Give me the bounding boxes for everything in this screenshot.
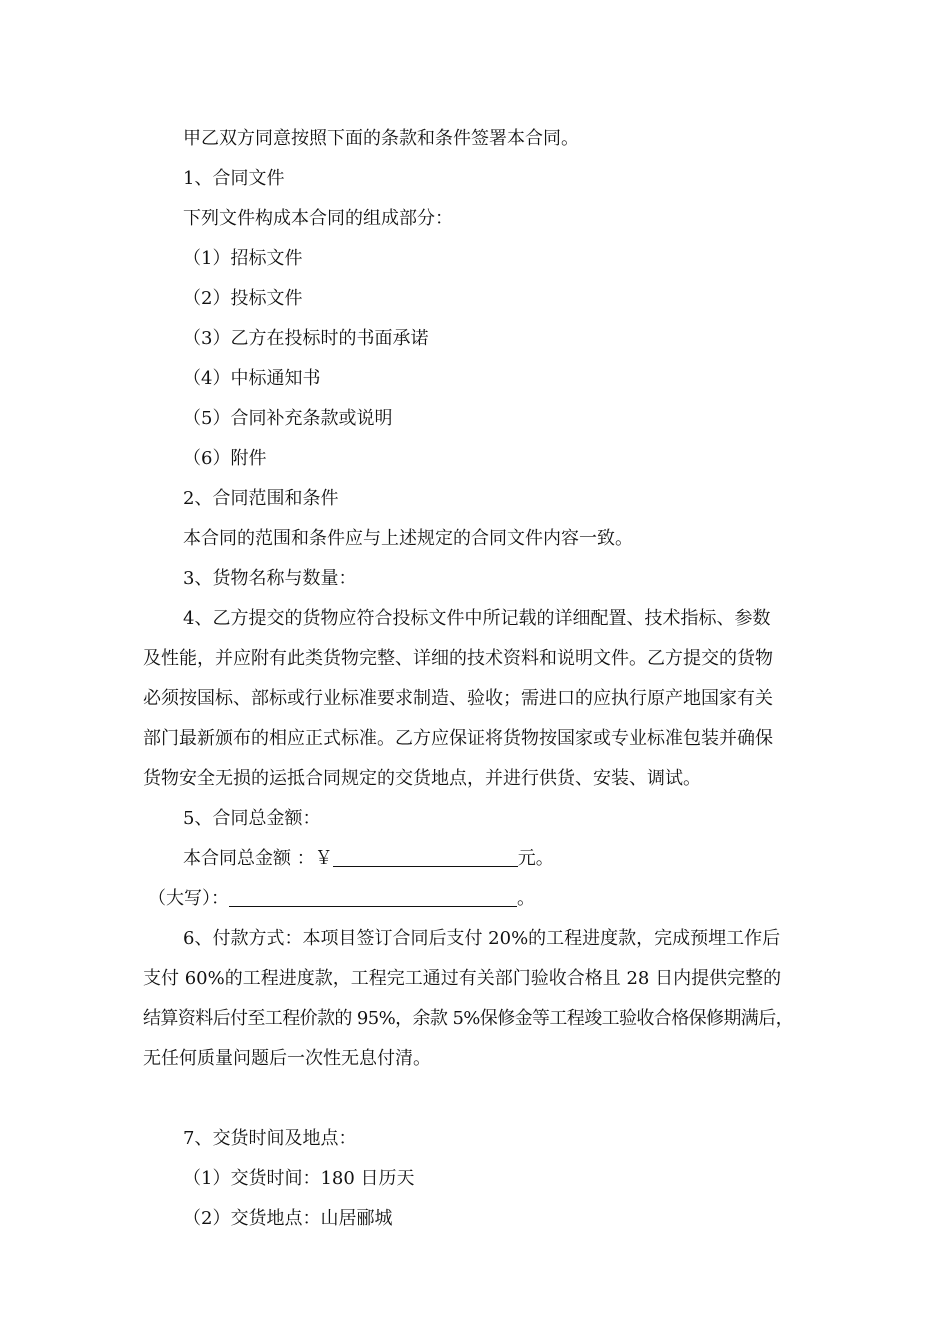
section-4-line: 货物安全无损的运抵合同规定的交货地点，并进行供货、安装、调试。 [143,768,701,789]
document-list-item: （6）附件 [183,448,267,469]
section-4-line: 及性能，并应附有此类货物完整、详细的技术资料和说明文件。乙方提交的货物 [143,648,773,669]
section-3-title: 3、货物名称与数量： [183,568,357,589]
section-5-title: 5、合同总金额： [183,808,321,829]
section-1-lead: 下列文件构成本合同的组成部分： [183,208,453,229]
amount-label: 本合同总金额 ：￥ [183,848,333,869]
document-list-item: （1）招标文件 [183,248,303,269]
section-1-title: 1、合同文件 [183,168,285,189]
section-2-title: 2、合同范围和条件 [183,488,339,509]
section-6-line: 结算资料后付至工程价款的 95%，余款 5%保修金等工程竣工验收合格保修期满后， [143,1008,794,1029]
document-list-item: （2）投标文件 [183,288,303,309]
section-2-text: 本合同的范围和条件应与上述规定的合同文件内容一致。 [183,528,633,549]
section-6-line: 6、付款方式：本项目签订合同后支付 20%的工程进度款，完成预埋工作后 [183,928,781,949]
document-list-item: （5）合同补充条款或说明 [183,408,393,429]
document-list-item: （4）中标通知书 [183,368,321,389]
section-7-title: 7、交货时间及地点： [183,1128,357,1149]
section-6-line: 支付 60%的工程进度款，工程完工通过有关部门验收合格且 28 日内提供完整的 [143,968,782,989]
section-4-line: 必须按国标、部标或行业标准要求制造、验收；需进口的应执行原产地国家有关 [143,688,773,709]
delivery-place: （2）交货地点：山居郦城 [183,1208,393,1229]
amount-unit: 元。 [517,848,554,869]
intro-text: 甲乙双方同意按照下面的条款和条件签署本合同。 [183,128,579,149]
amount-in-words-label: （大写）： [148,888,229,909]
section-4-line: 部门最新颁布的相应正式标准。乙方应保证将货物按国家或专业标准包装并确保 [143,728,773,749]
amount-in-words-end: 。 [517,888,535,909]
amount-in-words-row [148,887,535,911]
section-4-line: 4、乙方提交的货物应符合投标文件中所记载的详细配置、技术指标、参数 [183,608,771,629]
section-6-line: 无任何质量问题后一次性无息付清。 [143,1048,431,1069]
delivery-time: （1）交货时间：180 日历天 [183,1168,415,1189]
amount-blank-field[interactable] [333,848,518,867]
amount-row [183,847,554,871]
amount-in-words-blank-field[interactable] [229,888,517,907]
document-list-item: （3）乙方在投标时的书面承诺 [183,328,429,349]
